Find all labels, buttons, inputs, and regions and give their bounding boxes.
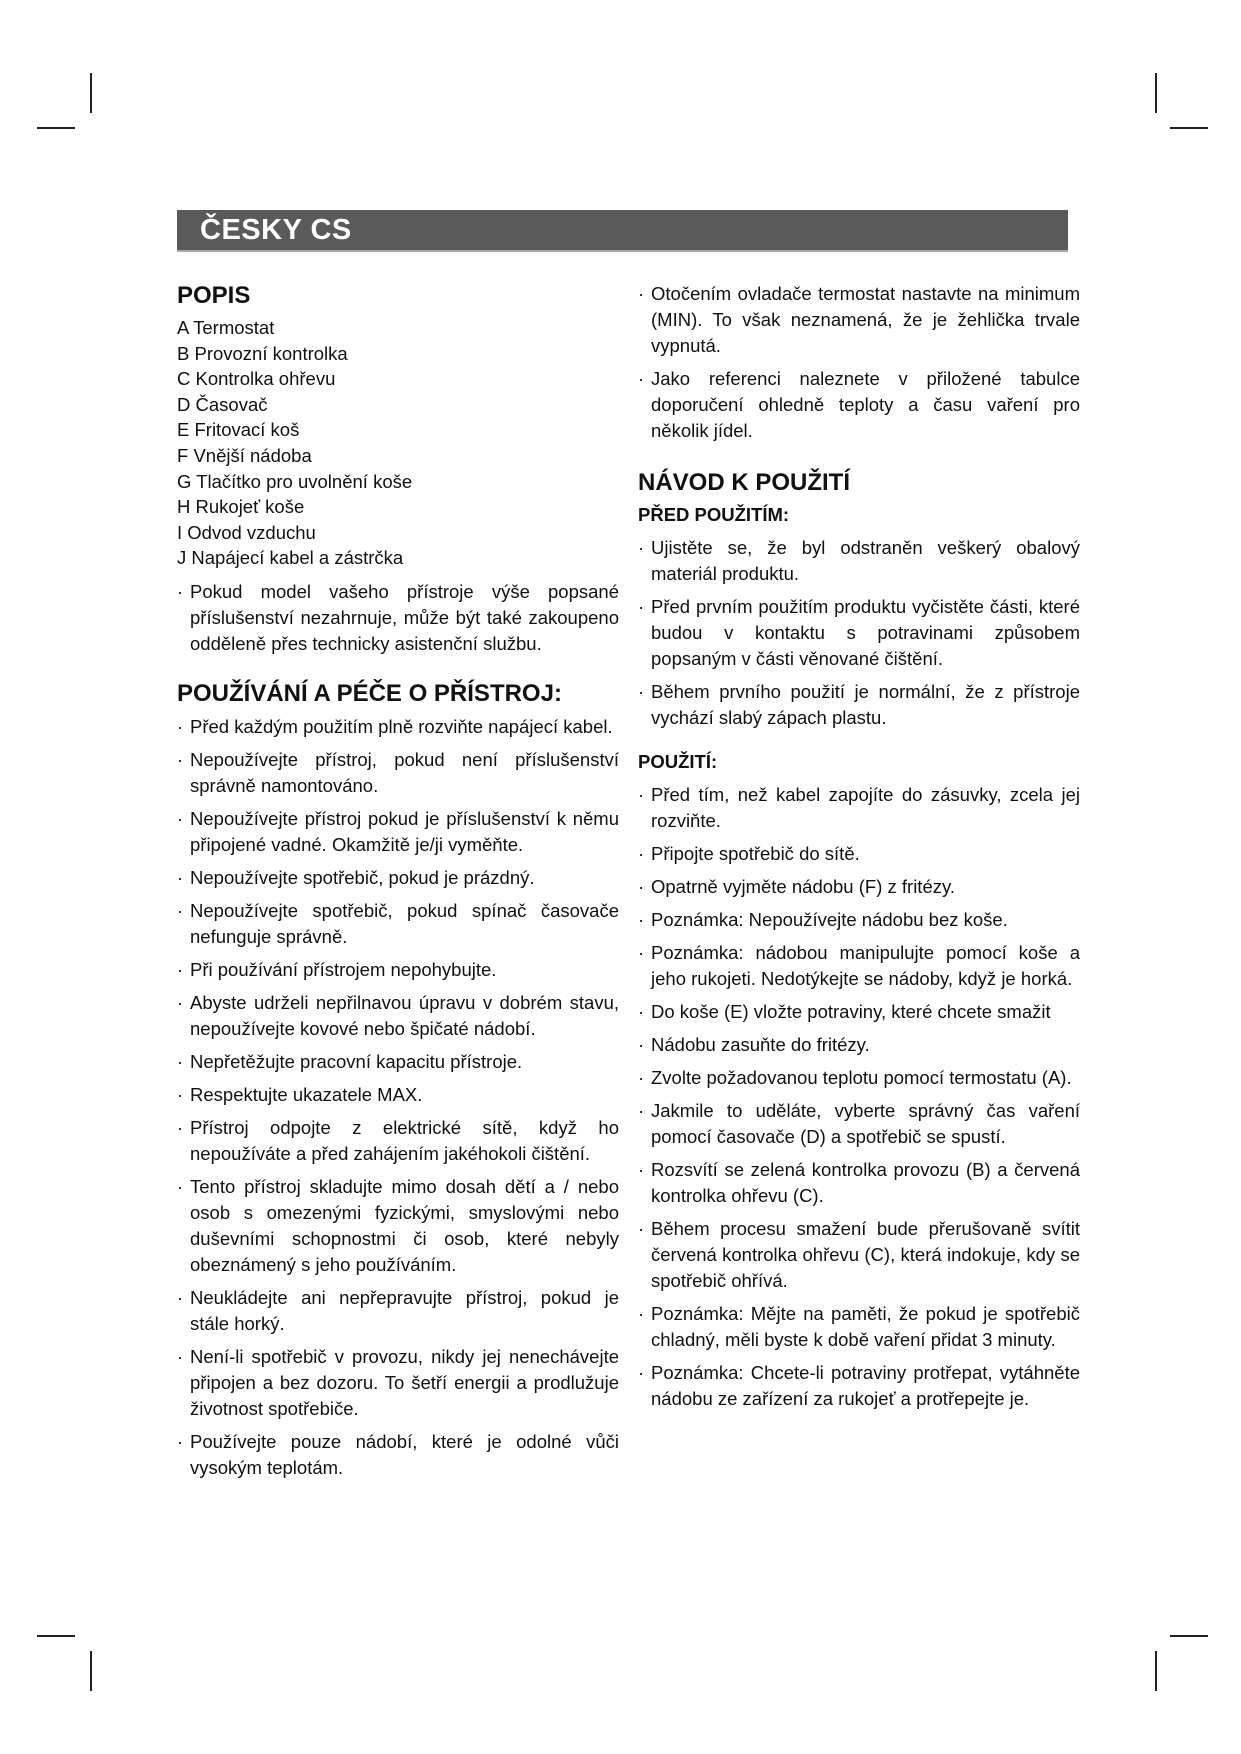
use-item: · Nádobu zasuňte do fritézy. (638, 1032, 1080, 1058)
part-item: C Kontrolka ohřevu (177, 368, 336, 390)
crop-mark (90, 73, 92, 113)
use-list (638, 782, 1080, 1412)
care-item: · Nepřetěžujte pracovní kapacitu přístroje. (177, 1049, 619, 1075)
care-item: · Používejte pouze nádobí, které je odolné vůči vysokým teplotám. (177, 1429, 619, 1481)
care-item: · Nepoužívejte spotřebič, pokud je prázdný. (177, 865, 619, 891)
use-item: · Během procesu smažení bude přerušovaně svítit červená kontrolka ohřevu (C), která indokuje, kdy se spotřebič ohřívá. (638, 1216, 1080, 1294)
parts-list (177, 315, 619, 571)
care-item: · Při používání přístrojem nepohybujte. (177, 957, 619, 983)
care-item: · Neukládejte ani nepřepravujte přístroj, pokud je stále horký. (177, 1285, 619, 1337)
before-use-list (638, 535, 1080, 731)
use-item: · Poznámka: nádobou manipulujte pomocí koše a jeho rukojeti. Nedotýkejte se nádoby, když je horká. (638, 940, 1080, 992)
intro-item: · Jako referenci naleznete v přiložené tabulce doporučení ohledně teploty a času vaření pro několik jídel. (638, 366, 1080, 444)
crop-mark (1155, 1651, 1157, 1691)
crop-mark (1155, 73, 1157, 113)
use-item: · Před tím, než kabel zapojíte do zásuvky, zcela jej rozviňte. (638, 782, 1080, 834)
care-item: · Přístroj odpojte z elektrické sítě, když ho nepoužíváte a před zahájením jakéhokoli čištění. (177, 1115, 619, 1167)
language-header-bar (177, 210, 1068, 252)
use-item: · Připojte spotřebič do sítě. (638, 841, 1080, 867)
part-item: A Termostat (177, 317, 275, 338)
intro-item: · Otočením ovladače termostat nastavte na minimum (MIN). To však neznamená, že je žehlička trvale vypnutá. (638, 281, 1080, 359)
before-use-heading: PŘED POUŽITÍM: (638, 504, 790, 525)
right-column (638, 281, 1080, 1419)
care-heading: POUŽÍVÁNÍ A PÉČE O PŘÍSTROJ: (177, 679, 562, 707)
care-item: · Tento přístroj skladujte mimo dosah dětí a / nebo osob s omezenými fyzickými, smyslovými nebo duševními schopnostmi či osob, které nebyly obeznámený s jeho používáním. (177, 1174, 619, 1278)
use-item: · Zvolte požadovanou teplotu pomocí termostatu (A). (638, 1065, 1080, 1091)
crop-mark (90, 1651, 92, 1691)
use-item: · Poznámka: Mějte na paměti, že pokud je spotřebič chladný, měli byste k době vaření přidat 3 minuty. (638, 1301, 1080, 1353)
part-item: J Napájecí kabel a zástrčka (177, 547, 404, 569)
part-item: E Fritovací koš (177, 419, 300, 441)
before-use-item: · Ujistěte se, že byl odstraněn veškerý obalový materiál produktu. (638, 535, 1080, 587)
use-item: · Poznámka: Chcete-li potraviny protřepat, vytáhněte nádobu ze zařízení za rukojeť a protřepejte je. (638, 1360, 1080, 1412)
left-column (177, 281, 619, 1488)
crop-mark (37, 1635, 75, 1637)
popis-note: · Pokud model vašeho přístroje výše popsané příslušenství nezahrnuje, může být také zakoupeno odděleně přes technicky asistenční službu. (177, 579, 619, 657)
crop-mark (1170, 1635, 1208, 1637)
before-use-item: · Během prvního použití je normální, že z přístroje vychází slabý zápach plastu. (638, 679, 1080, 731)
care-list (177, 714, 619, 1481)
use-item: · Jakmile to uděláte, vyberte správný čas vaření pomocí časovače (D) a spotřebič se spustí. (638, 1098, 1080, 1150)
popis-heading: POPIS (177, 282, 251, 309)
care-item: · Není-li spotřebič v provozu, nikdy jej nenechávejte připojen a bez dozoru. To šetří energii a prodlužuje životnost spotřebiče. (177, 1344, 619, 1422)
care-item: · Nepoužívejte přístroj, pokud není příslušenství správně namontováno. (177, 747, 619, 799)
care-item: · Nepoužívejte přístroj pokud je příslušenství k němu připojené vadné. Okamžitě je/ji vyměňte. (177, 806, 619, 858)
part-item: F Vnější nádoba (177, 444, 312, 466)
part-item: H Rukojeť koše (177, 496, 305, 518)
usage-heading: NÁVOD K POUŽITÍ (638, 469, 851, 496)
care-item: · Nepoužívejte spotřebič, pokud spínač časovače nefunguje správně. (177, 898, 619, 950)
use-item: · Poznámka: Nepoužívejte nádobu bez koše. (638, 907, 1080, 933)
part-item: D Časovač (177, 393, 268, 415)
language-title: ČESKY CS (200, 214, 352, 246)
use-heading: POUŽITÍ: (638, 751, 718, 772)
part-item: B Provozní kontrolka (177, 342, 348, 364)
crop-mark (37, 127, 75, 129)
before-use-item: · Před prvním použitím produktu vyčistěte části, které budou v kontaktu s potravinami způsobem popsaným v části věnované čištění. (638, 594, 1080, 672)
use-item: · Opatrně vyjměte nádobu (F) z fritézy. (638, 874, 1080, 900)
care-item: · Abyste udrželi nepřilnavou úpravu v dobrém stavu, nepoužívejte kovové nebo špičaté nádobí. (177, 990, 619, 1042)
use-item: · Rozsvítí se zelená kontrolka provozu (B) a červená kontrolka ohřevu (C). (638, 1157, 1080, 1209)
crop-mark (1170, 127, 1208, 129)
use-item: · Do koše (E) vložte potraviny, které chcete smažit (638, 999, 1080, 1025)
part-item: I Odvod vzduchu (177, 521, 316, 543)
intro-list (638, 281, 1080, 444)
care-item: · Před každým použitím plně rozviňte napájecí kabel. (177, 714, 619, 740)
part-item: G Tlačítko pro uvolnění koše (177, 470, 413, 492)
care-item: · Respektujte ukazatele MAX. (177, 1082, 619, 1108)
